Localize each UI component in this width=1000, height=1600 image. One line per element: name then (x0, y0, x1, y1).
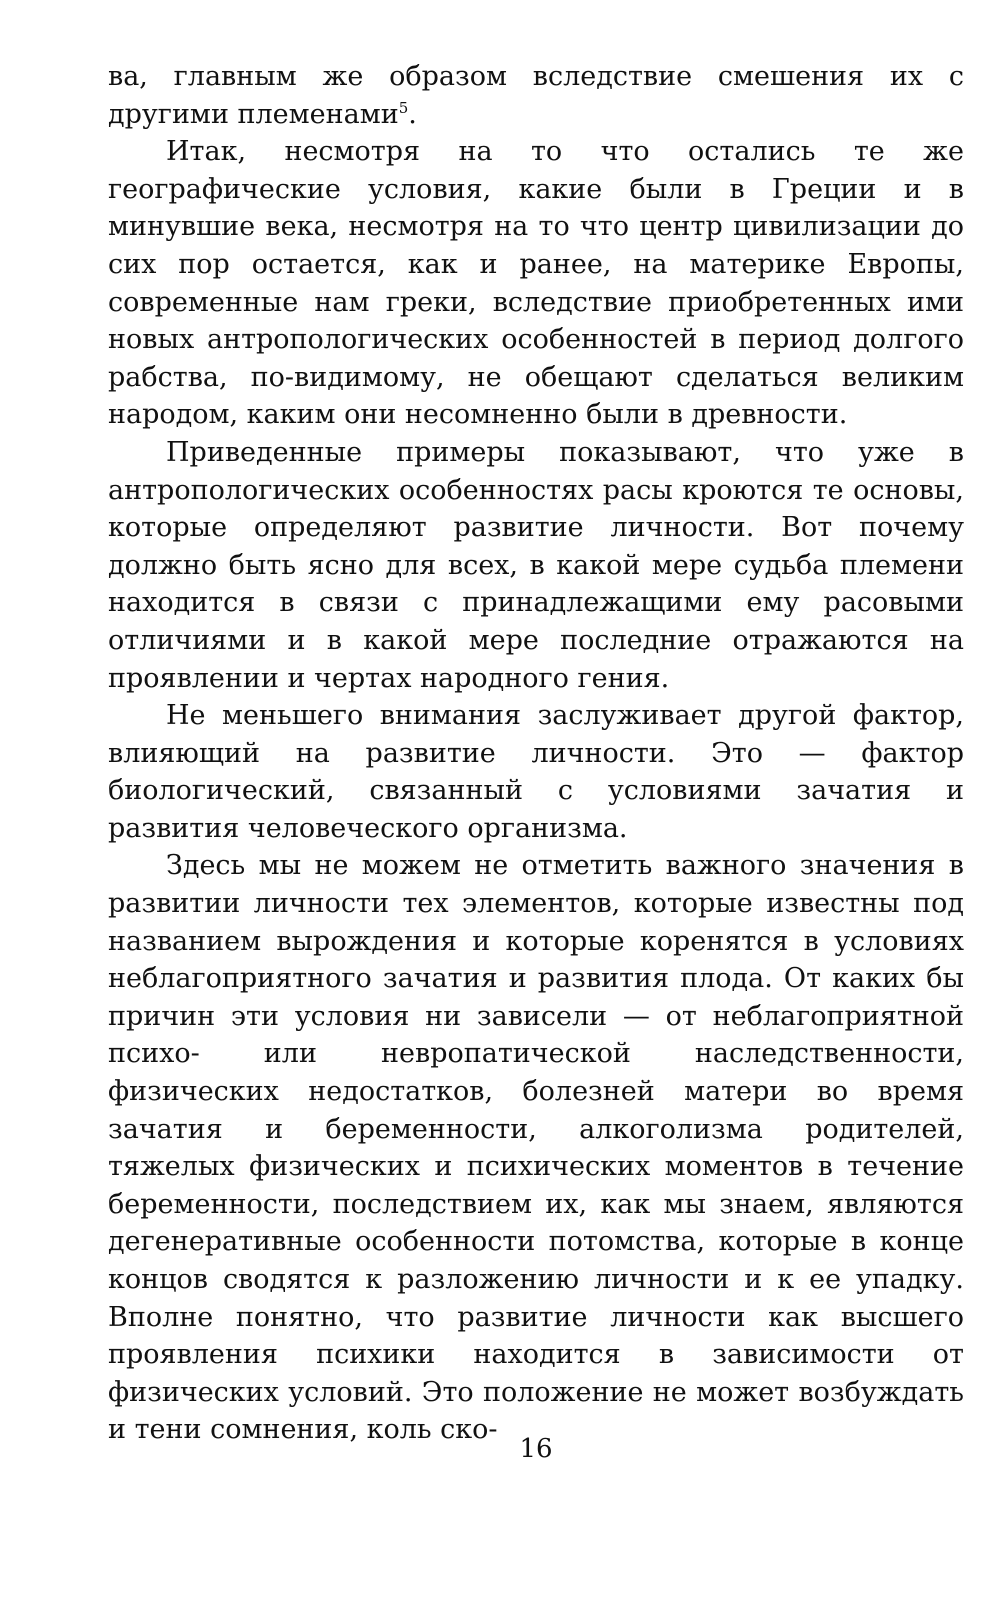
footnote-reference[interactable]: 5 (398, 98, 409, 117)
paragraph-degeneration: Здесь мы не можем не отметить важного значения в развитии личности тех элементов, которые известны под названием вырождения и которые коренятся в условиях неблагоприятного зачатия и развития плода. От каких бы причин эти условия ни зависели — от неблагоприятной психо- или невропатической наследственности, физических недостатков, болезней матери во время зачатия и беременности, алкоголизма родителей, тяжелых физических и психических моментов в течение беременности, последствием их, как мы знаем, являются дегенеративные особенности потомства, которые в конце концов сводятся к разложению личности и к ее упадку. Вполне понятно, что развитие личности как высшего проявления психики находится в зависимости от физических условий. Это положение не может возбуждать и тени сомнения, коль ско- (108, 850, 964, 1446)
body-text (108, 58, 964, 1449)
paragraph-biological-factor: Не меньшего внимания заслуживает другой фактор, влияющий на развитие личности. Это — фактор биологический, связанный с условиями зачатия и развития человеческого организма. (108, 700, 964, 844)
page-number: 16 (519, 1434, 553, 1464)
paragraph-greece: Итак, несмотря на то что остались те же географические условия, какие были в Греции и в минувшие века, несмотря на то что центр цивилизации до сих пор остается, как и ранее, на материке Европы, современные нам греки, вследствие приобретенных ими новых антропологических особенностей в период долгого рабства, по-видимому, не обещают сделаться великим народом, каким они несомненно были в древности. (108, 136, 964, 431)
paragraph-race: Приведенные примеры показывают, что уже в антропологических особенностях расы кроются те основы, которые определяют развитие личности. Вот почему должно быть ясно для всех, в какой мере судьба племени находится в связи с принадлежащими ему расовыми отличиями и в какой мере последние отражаются на проявлении и чертах народного гения. (108, 436, 964, 694)
continuation-end: . (408, 98, 417, 130)
paragraph-continuation (108, 58, 964, 133)
continuation-text: ва, главным же образом вследствие смешения их с другими племенами (108, 61, 964, 130)
